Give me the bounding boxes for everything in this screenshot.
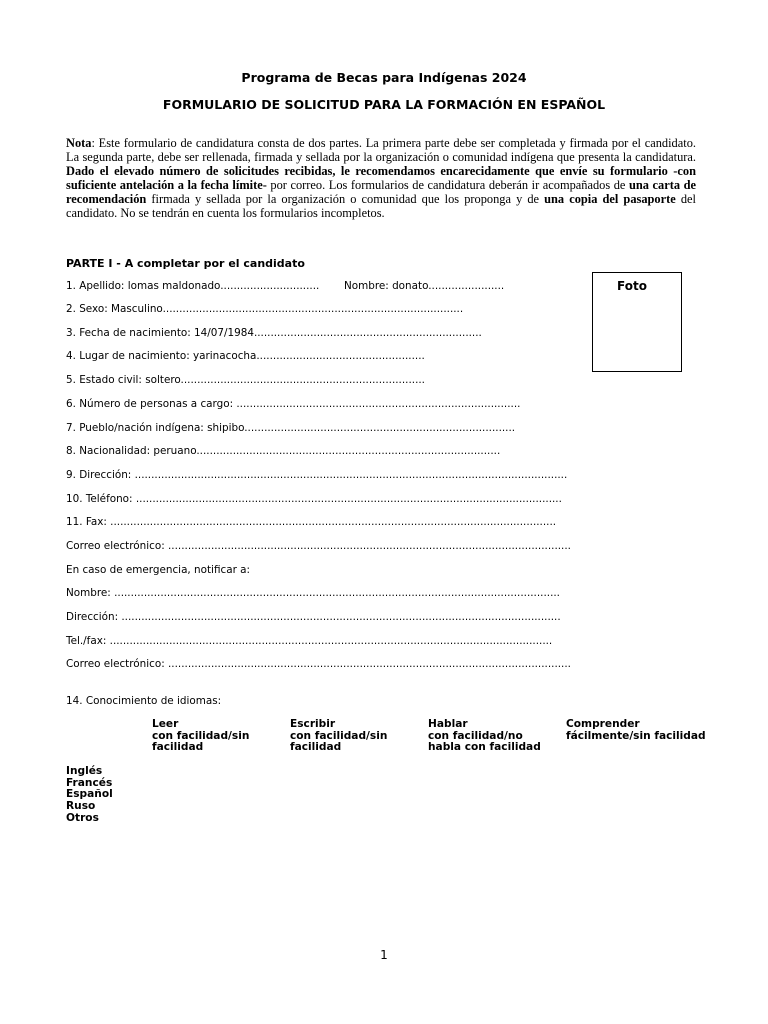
note-text-4: del candidato. No se tendrán en cuenta los formularios incompletos. bbox=[66, 191, 696, 220]
language-row: Francés bbox=[66, 776, 113, 789]
field-lugar-nacimiento: 4. Lugar de nacimiento: yarinacocha................................................... bbox=[66, 350, 425, 362]
lang-col-title: Escribir bbox=[290, 718, 336, 730]
field-correo: Correo electrónico: .......................................................................................................................... bbox=[66, 540, 571, 552]
form-program-title: Programa de Becas para Indígenas 2024 bbox=[241, 70, 527, 85]
field-fax: 11. Fax: ....................................................................................................................................... bbox=[66, 516, 557, 528]
field-telefono: 10. Teléfono: ................................................................................................................................. bbox=[66, 493, 562, 505]
field-emergency-direccion: Dirección: ..................................................................................................................................... bbox=[66, 611, 561, 623]
language-list bbox=[66, 766, 113, 825]
note-paragraph bbox=[66, 137, 696, 220]
note-text-1: : Este formulario de candidatura consta de dos partes. La primera parte debe ser completada y firmada por el candidato. La segunda parte, debe ser rellenada, firmada y sellada por la organización o comunidad indígena que presenta la candidatura. bbox=[66, 136, 696, 164]
languages-heading: 14. Conocimiento de idiomas: bbox=[66, 695, 222, 707]
photo-box bbox=[592, 272, 682, 372]
part1-heading: PARTE I - A completar por el candidato bbox=[66, 257, 305, 270]
note-text-2: por correo. Los formularios de candidatura deberán ir acompañados de bbox=[266, 177, 629, 192]
note-bold-1: Dado el elevado número de solicitudes recibidas, le recomendamos encarecidamente que envíe su formulario -con suficiente antelación a la fecha límite- bbox=[66, 163, 696, 192]
emergency-heading: En caso de emergencia, notificar a: bbox=[66, 564, 251, 576]
field-fecha-nacimiento: 3. Fecha de nacimiento: 14/07/1984..................................................................... bbox=[66, 327, 482, 339]
field-personas-cargo: 6. Número de personas a cargo: ...................................................................................... bbox=[66, 398, 521, 410]
form-title: FORMULARIO DE SOLICITUD PARA LA FORMACIÓN EN ESPAÑOL bbox=[162, 97, 606, 112]
note-label: Nota bbox=[66, 136, 92, 150]
note-text-3: firmada y sellada por la organización o comunidad que los proponga y de bbox=[146, 191, 545, 206]
page-number: 1 bbox=[380, 948, 388, 962]
language-row: Español bbox=[66, 788, 113, 801]
lang-col-leer bbox=[152, 719, 249, 754]
lang-col-title: Hablar bbox=[428, 718, 468, 730]
lang-col-option: con facilidad/sin bbox=[290, 729, 388, 742]
language-row: Ruso bbox=[66, 800, 96, 813]
language-row: Otros bbox=[66, 811, 99, 824]
lang-col-option: fácilmente/sin facilidad bbox=[566, 729, 706, 742]
lang-col-option: facilidad bbox=[290, 741, 342, 753]
field-nombre: Nombre: donato....................... bbox=[344, 280, 505, 292]
field-emergency-nombre: Nombre: ....................................................................................................................................... bbox=[66, 587, 560, 599]
field-emergency-correo: Correo electrónico: .......................................................................................................................... bbox=[66, 658, 571, 670]
lang-col-comprender bbox=[566, 719, 706, 742]
note-bold-3: una copia del pasaporte bbox=[544, 191, 676, 206]
lang-col-option: facilidad bbox=[152, 741, 204, 753]
lang-col-option: habla con facilidad bbox=[428, 741, 541, 753]
lang-col-title: Comprender bbox=[566, 718, 640, 730]
photo-label: Foto bbox=[617, 279, 647, 293]
field-apellido: 1. Apellido: lomas maldonado.............................. bbox=[66, 280, 320, 292]
lang-col-option: con facilidad/no bbox=[428, 729, 523, 742]
field-sexo: 2. Sexo: Masculino........................................................................................... bbox=[66, 303, 464, 315]
lang-col-escribir bbox=[290, 719, 387, 754]
lang-col-hablar bbox=[428, 719, 541, 754]
field-pueblo-nacion: 7. Pueblo/nación indígena: shipibo.................................................................................. bbox=[66, 422, 516, 434]
field-direccion: 9. Dirección: ................................................................................................................................... bbox=[66, 469, 568, 481]
language-row: Inglés bbox=[66, 765, 103, 777]
field-emergency-telfax: Tel./fax: ...................................................................................................................................... bbox=[66, 635, 553, 647]
note-bold-2: una carta de recomendación bbox=[66, 177, 696, 206]
field-estado-civil: 5. Estado civil: soltero.......................................................................... bbox=[66, 374, 425, 386]
lang-col-option: con facilidad/sin bbox=[152, 729, 250, 742]
field-nacionalidad: 8. Nacionalidad: peruano............................................................................................ bbox=[66, 445, 501, 457]
lang-col-title: Leer bbox=[152, 718, 179, 730]
